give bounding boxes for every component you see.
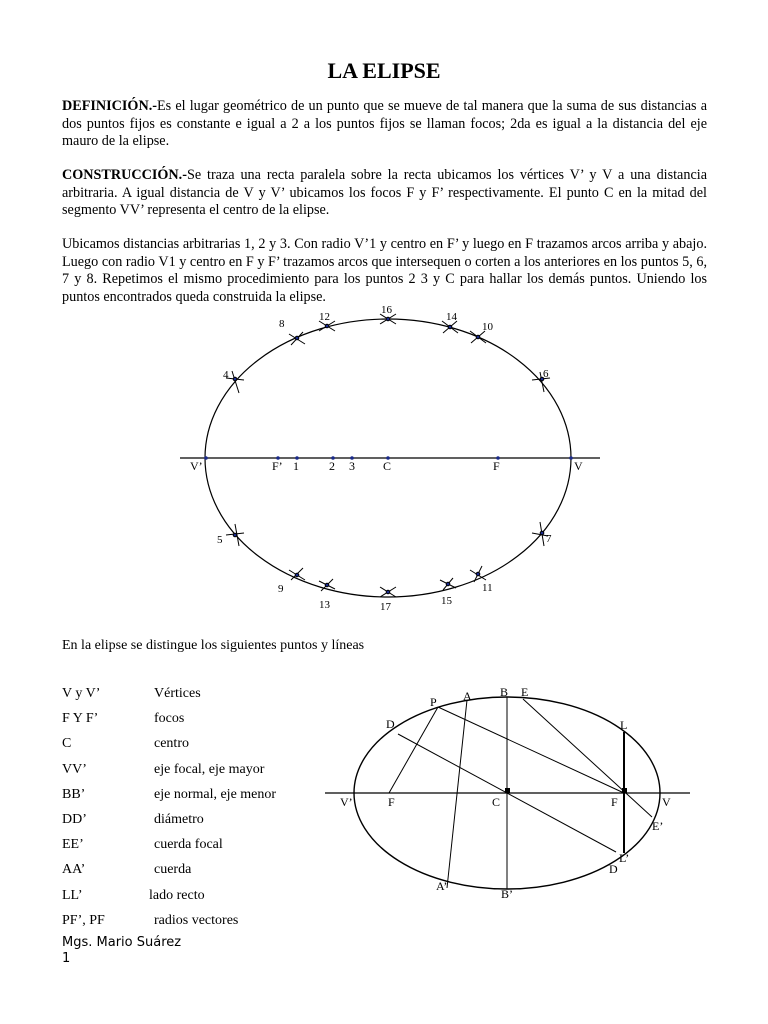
legend-row	[62, 862, 322, 887]
center-marker	[505, 788, 510, 793]
label-17: 17	[380, 601, 391, 613]
radius-vector-pf-prime	[438, 707, 624, 793]
label-11: 11	[482, 582, 493, 594]
label-f-prime: F’	[272, 459, 283, 473]
label-f-right: F	[611, 795, 618, 809]
label-c: C	[383, 459, 392, 473]
label-13: 13	[319, 599, 330, 611]
legend-meaning: eje normal, eje menor	[154, 786, 277, 802]
label-v-prime: V’	[190, 459, 203, 473]
mark-17	[380, 587, 396, 597]
label-e: E	[521, 685, 529, 699]
label-e-prime: E’	[652, 819, 664, 833]
legend-meaning: centro	[154, 736, 189, 752]
legend-symbol: DD’	[62, 811, 87, 827]
legend-row	[62, 888, 322, 913]
label-v: V	[574, 459, 583, 473]
label-l: L	[620, 718, 628, 732]
legend-symbol: BB’	[62, 786, 86, 802]
label-8: 8	[279, 318, 285, 330]
page-footer	[62, 935, 181, 967]
focal-chord-line	[523, 699, 652, 817]
legend-symbol: F Y F’	[62, 711, 99, 727]
label-6: 6	[543, 368, 549, 380]
legend-meaning: lado recto	[149, 887, 205, 903]
legend-symbol: AA’	[62, 862, 86, 878]
legend-symbol: VV’	[62, 761, 87, 777]
label-f: F	[493, 459, 500, 473]
label-l-prime: L’	[619, 851, 630, 865]
legend-symbol: C	[62, 736, 72, 752]
radius-vector-pf	[389, 707, 438, 793]
legend-symbol: PF’, PF	[62, 912, 105, 928]
mark-8	[289, 332, 305, 345]
page-title: LA ELIPSE	[327, 58, 441, 83]
legend-meaning: Vértices	[154, 686, 201, 701]
definition-label: DEFINICIÓN.-	[62, 98, 157, 114]
label-7: 7	[546, 533, 552, 545]
label-v: V	[662, 795, 671, 809]
label-f-left: F	[388, 795, 395, 809]
legend-meaning: cuerda	[154, 862, 192, 878]
label-a-prime: A’	[436, 879, 448, 893]
label-4: 4	[223, 369, 229, 381]
label-a: A	[463, 689, 472, 703]
label-16: 16	[381, 304, 392, 316]
legend-row	[62, 686, 322, 711]
legend-symbol: EE’	[62, 837, 84, 853]
lead-sentence: En la elipse se distingue los siguientes puntos y líneas	[62, 638, 365, 653]
definition-paragraph	[62, 98, 707, 151]
focus-marker	[622, 788, 627, 793]
label-b: B	[500, 685, 509, 699]
elements-legend	[62, 686, 322, 938]
label-d: D	[386, 717, 395, 731]
construction-text: Se traza una recta paralela sobre la recta ubicamos los vértices V’ y V a una distancia arbitraria. A igual distancia de V y V’ ubicamos los focos F y F’ respectivamente. El punto C en la mitad del segmento VV’ representa el centro de la elipse.	[62, 167, 707, 218]
legend-row	[62, 787, 322, 812]
legend-row	[62, 736, 322, 761]
definition-text: Es el lugar geométrico de un punto que se mueve de tal manera que la suma de sus distancias a dos puntos fijos es constante e igual a 2 a los puntos fijos se llaman focos; 2da es igual a la distancia del eje mauro de la elipse.	[62, 98, 707, 149]
label-5: 5	[217, 534, 223, 546]
legend-meaning: cuerda focal	[154, 837, 223, 853]
label-1: 1	[293, 459, 299, 473]
vertex-right-point	[569, 456, 573, 460]
footer-author: Mgs. Mario Suárez	[62, 935, 182, 950]
legend-symbol: V y V’	[62, 686, 101, 701]
legend-meaning: radios vectores	[154, 912, 239, 928]
label-12: 12	[319, 311, 330, 323]
label-10: 10	[482, 321, 493, 333]
legend-row	[62, 812, 322, 837]
label-15: 15	[441, 595, 452, 607]
vertex-left-point	[204, 456, 208, 460]
legend-row	[62, 711, 322, 736]
procedure-paragraph: Ubicamos distancias arbitrarias 1, 2 y 3. Con radio V’1 y centro en F’ y luego en F trazamos arcos arriba y abajo. Luego con radio V1 y centro en F y F’ trazamos arcos que intersequen o corten a los anteriores en los puntos 5, 6, 7 y 8. Repetimos el mismo procedimiento para los puntos 2 3 y C para hallar los demás puntos. Uniendo los puntos encontrados queda construida la elipse.	[62, 236, 707, 305]
legend-symbol: LL’	[62, 887, 83, 903]
label-b-prime: B’	[501, 887, 513, 901]
label-c: C	[492, 795, 501, 809]
construction-label: CONSTRUCCIÓN.-	[62, 167, 187, 183]
chord-aa-line	[447, 700, 467, 888]
legend-meaning: eje focal, eje mayor	[154, 761, 265, 777]
legend-row	[62, 837, 322, 862]
label-9: 9	[278, 583, 284, 595]
label-v-prime: V’	[340, 795, 353, 809]
ellipse-construction-figure	[180, 300, 610, 620]
ellipse-elements-figure	[320, 682, 700, 904]
label-3: 3	[349, 459, 355, 473]
footer-page-number: 1	[62, 951, 71, 966]
arc-marks	[226, 314, 550, 597]
legend-meaning: diámetro	[154, 811, 204, 827]
label-2: 2	[329, 459, 335, 473]
legend-row	[62, 762, 322, 787]
label-p: P	[430, 695, 437, 709]
construction-paragraph	[62, 167, 707, 220]
legend-meaning: focos	[154, 711, 185, 727]
label-d-prime: D	[609, 862, 618, 876]
label-14: 14	[446, 311, 457, 323]
